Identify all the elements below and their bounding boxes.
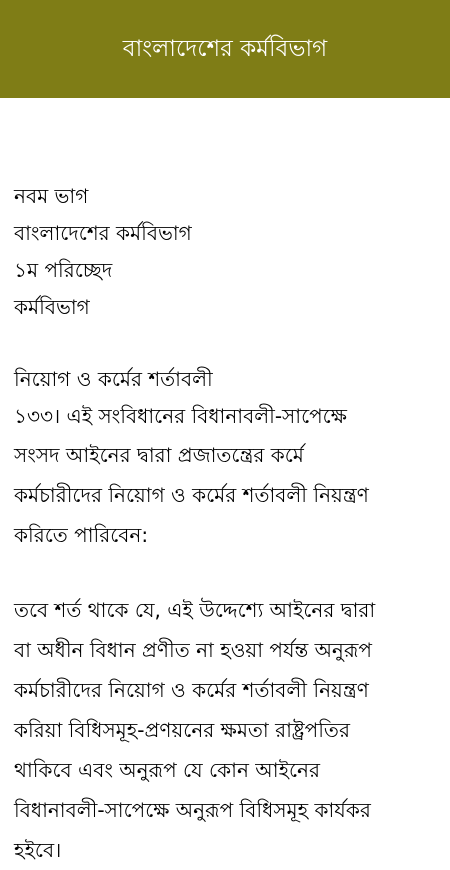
proviso-line: বা অধীন বিধান প্রণীত না হওয়া পর্যন্ত অনুরূপ (14, 638, 373, 662)
part-title: বাংলাদেশের কর্মবিভাগ (14, 221, 192, 245)
proviso-line: হইবে। (14, 838, 62, 862)
proviso-line: তবে শর্ত থাকে যে, এই উদ্দেশ্যে আইনের দ্বারা (14, 598, 376, 622)
content-body (14, 178, 442, 870)
spacer (14, 555, 442, 590)
article-line: সংসদ আইনের দ্বারা প্রজাতন্ত্রের কর্মে (14, 443, 304, 467)
article-line: কর্মচারীদের নিয়োগ ও কর্মের শর্তাবলী নিয়ন্ত্রণ (14, 483, 369, 507)
chapter-label: ১ম পরিচ্ছেদ (14, 258, 113, 282)
proviso-line: করিয়া বিধিসমূহ-প্রণয়নের ক্ষমতা রাষ্ট্রপতির (14, 718, 350, 742)
chapter-title: কর্মবিভাগ (14, 295, 90, 319)
proviso-line: কর্মচারীদের নিয়োগ ও কর্মের শর্তাবলী নিয়ন্ত্রণ (14, 678, 369, 702)
content-scroll-area[interactable] (0, 98, 450, 862)
page-title: বাংলাদেশের কর্মবিভাগ (122, 35, 328, 62)
article-line: করিতে পারিবেন: (14, 523, 149, 547)
section-title: নিয়োগ ও কর্মের শর্তাবলী (14, 367, 213, 391)
article-line: ১৩৩। এই সংবিধানের বিধানাবলী-সাপেক্ষে (14, 404, 347, 428)
proviso-line: বিধানাবলী-সাপেক্ষে অনুরূপ বিধিসমূহ কার্যকর (14, 798, 371, 822)
proviso-line: থাকিবে এবং অনুরূপ যে কোন আইনের (14, 758, 320, 782)
app-bar (0, 0, 450, 98)
spacer (14, 326, 442, 361)
part-label: নবম ভাগ (14, 184, 89, 208)
